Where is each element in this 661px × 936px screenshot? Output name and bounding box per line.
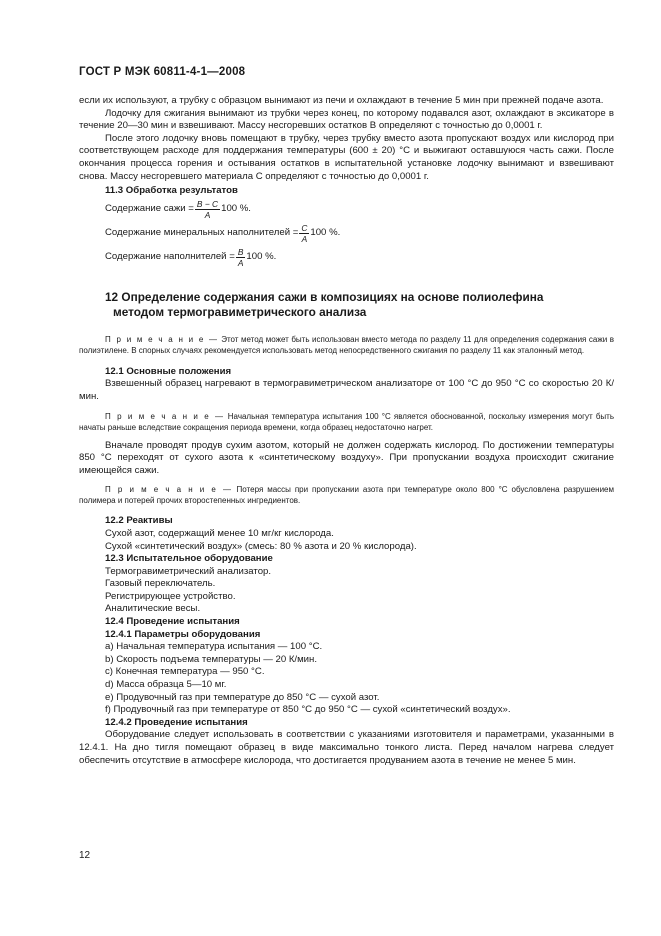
heading-12-2: 12.2 Реактивы <box>105 515 173 527</box>
parameter-item-c: c) Конечная температура — 950 °С. <box>105 666 265 678</box>
heading-12-4-2: 12.4.2 Проведение испытания <box>105 716 248 728</box>
page-number: 12 <box>79 850 91 861</box>
paragraph-12-4-2: Оборудование следует использовать в соответствии с указаниями изготовителя и параметрами, указанными в 12.4.1. На дно тигля помещают образец в виде максимально тонкого листа. Перед началом нагрева следует обеспечить отсутствие в атмосфере кислорода, что достигается продуванием азота в течение не менее 5 мин. <box>79 729 614 766</box>
formula-mineral-fillers <box>105 222 614 246</box>
paragraph-intro-1: если их используют, а трубку с образцом вынимают из печи и охлаждают в течение 5 мин при прежней подаче азота. <box>79 95 604 106</box>
parameter-item-a: a) Начальная температура испытания — 100 °С. <box>105 641 323 653</box>
note-2-text: Начальная температура испытания 100 °С является обоснованной, поскольку измерения могут быть начаты раньше вследствие сокращения периода времени, когда образец недостаточно нагрет. <box>79 411 614 432</box>
note-1-text: Этот метод может быть использован вместо метода по разделу 11 для определения содержания сажи в полиэтилене. В спорных случаях рекомендуется использовать метод непосредственного сжигания по разделу 11 как эталонный метод. <box>79 334 614 355</box>
parameter-item-e: e) Продувочный газ при температуре до 850 °С — сухой азот. <box>105 691 380 703</box>
parameter-item-d: d) Масса образца 5—10 мг. <box>105 679 227 691</box>
paragraph-intro-3: После этого лодочку вновь помещают в трубку, через трубку вместо азота пропускают воздух или кислород при соответствующем расходе для поддержания температуры (600 ± 20) °С и выжигают оставшуюся часть сажи. После окончания процесса горения и остывания остатков в испытательной установке лодочку вынимают и взвешивают снова. Массу несгоревшего материала С определяют с точностью до 0,0001 г. <box>79 132 614 182</box>
formula-2-fraction <box>299 223 309 244</box>
section-12-title <box>105 290 614 320</box>
formula-3-label: Содержание наполнителей = <box>105 251 235 263</box>
formula-2-numerator: C <box>301 223 308 234</box>
section-12-title-line1: 12 Определение содержания сажи в композициях на основе полиолефина <box>105 289 544 304</box>
heading-11-3: 11.3 Обработка результатов <box>105 185 238 197</box>
section-12-title-line2: методом термогравиметрического анализа <box>113 304 367 319</box>
equipment-line-3: Регистрирующее устройство. <box>105 590 236 602</box>
formula-carbon-black <box>105 198 614 222</box>
equipment-line-1: Термогравиметрический анализатор. <box>105 565 272 577</box>
note-3-text: Потеря массы при пропускании азота при температуре около 800 °С обусловлена разрушением полимера и потерей прочих второстепенных ингредиентов. <box>79 485 614 506</box>
formula-3-numerator: B <box>237 247 244 258</box>
equipment-line-2: Газовый переключатель. <box>105 578 216 590</box>
note-3-label: П р и м е ч а н и е — <box>105 485 233 495</box>
heading-12-4-1: 12.4.1 Параметры оборудования <box>105 628 261 640</box>
note-1-label: П р и м е ч а н и е — <box>105 334 219 344</box>
heading-12-1: 12.1 Основные положения <box>105 365 232 377</box>
heading-12-4: 12.4 Проведение испытания <box>105 616 240 628</box>
reagent-line-1: Сухой азот, содержащий менее 10 мг/кг кислорода. <box>105 527 334 539</box>
formula-3-fraction <box>236 247 246 268</box>
formula-1-denominator: A <box>204 210 211 221</box>
paragraph-intro-2: Лодочку для сжигания вынимают из трубки через конец, по которому подавался азот, охлаждают в эксикаторе в течение 20—30 мин и взвешивают. Массу несгоревших остатков В определяют с точностью до 0,0001 г. <box>79 107 614 132</box>
paragraph-12-1-b: Вначале проводят продув сухим азотом, который не должен содержать кислород. По достижении температуры 850 °С переходят от сухого азота к «синтетическому воздуху». При пропускании воздуха происходит сжигание имеющейся сажи. <box>79 439 614 476</box>
formula-3-denominator: A <box>237 258 244 269</box>
formula-1-fraction <box>195 199 220 220</box>
paragraph-12-1-a: Взвешенный образец нагревают в термогравиметрическом анализаторе от 100 °С до 950 °С со скоростью 20 К/мин. <box>79 378 614 402</box>
parameter-item-b: b) Скорость подъема температуры — 20 К/мин. <box>105 653 317 665</box>
note-3 <box>79 484 614 506</box>
formula-3-suffix: 100 %. <box>246 251 277 263</box>
note-2 <box>79 411 614 433</box>
equipment-line-4: Аналитические весы. <box>105 603 201 615</box>
document-header: ГОСТ Р МЭК 60811-4-1—2008 <box>79 66 246 78</box>
note-2-label: П р и м е ч а н и е — <box>105 411 225 421</box>
formula-2-suffix: 100 %. <box>310 227 341 239</box>
note-1 <box>79 334 614 356</box>
formula-1-label: Содержание сажи = <box>105 203 194 215</box>
document-body <box>79 95 614 767</box>
formula-2-label: Содержание минеральных наполнителей = <box>105 227 299 239</box>
reagent-line-2: Сухой «синтетический воздух» (смесь: 80 % азота и 20 % кислорода). <box>105 540 417 552</box>
formula-fillers <box>105 246 614 270</box>
formula-2-denominator: A <box>301 234 308 245</box>
formula-1-suffix: 100 %. <box>221 203 251 215</box>
parameter-item-f: f) Продувочный газ при температуре от 850 °С до 950 °С — сухой «синтетический воздух». <box>105 704 511 716</box>
heading-12-3: 12.3 Испытательное оборудование <box>105 553 273 565</box>
formula-1-numerator: B − C <box>196 199 219 210</box>
